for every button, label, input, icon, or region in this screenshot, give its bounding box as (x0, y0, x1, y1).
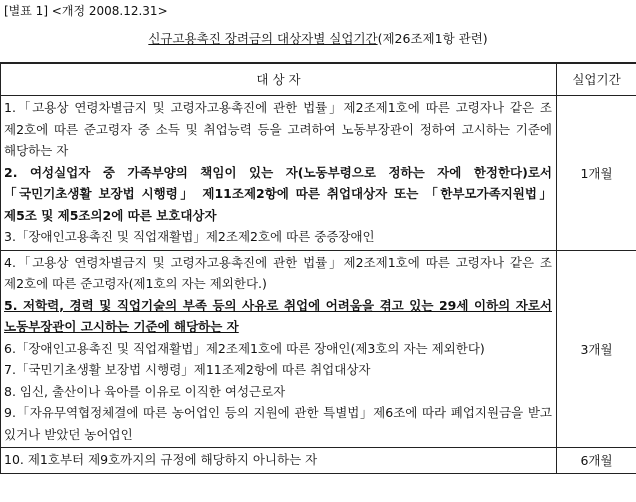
list-item: 8. 임신, 출산이나 육아를 이유로 이직한 여성근로자 (4, 383, 286, 399)
list-item: 9.「자유무역협정체결에 따른 농어업인 등의 지원에 관한 특별법」제6조에 따라 폐업지원금을 받고 있거나 받았던 농어업인 (4, 405, 552, 442)
list-item: 1.「고용상 연령차별금지 및 고령자고용촉진에 관한 법률」제2조제1호에 따른 고령자나 같은 조 제2호에 따른 준고령자 중 소득 및 취업능력 등을 고려하여 노동부장관이 정하여 고시하는 기준에 해당하는 자 (4, 100, 552, 158)
list-item: 6.「장애인고용촉진 및 직업재활법」제2조제1호에 따른 장애인(제3호의 자는 제외한다) (4, 340, 485, 356)
period-cell: 3개월 (557, 250, 636, 448)
list-item: 4.「고용상 연령차별금지 및 고령자고용촉진에 관한 법률」제2조제1호에 따른 고령자나 같은 조 제2호에 따른 준고령자(제1호의 자는 제외한다.) (4, 254, 552, 291)
period-cell: 6개월 (557, 448, 636, 474)
document-title-main: 신규고용촉진 장려금의 대상자별 실업기간 (148, 31, 378, 46)
table-row (1, 250, 636, 448)
period-cell: 1개월 (557, 96, 636, 251)
table-row (1, 448, 636, 474)
column-header-target: 대 상 자 (1, 63, 557, 96)
list-item: 3.「장애인고용촉진 및 직업재활법」제2조제2호에 따른 중증장애인 (4, 229, 375, 244)
document-title (0, 30, 636, 48)
column-header-period: 실업기간 (557, 63, 636, 96)
list-item: 10. 제1호부터 제9호까지의 규정에 해당하지 아니하는 자 (4, 452, 318, 467)
list-item: 5. 저학력, 경력 및 직업기술의 부족 등의 사유로 취업에 어려움을 겪고 있는 29세 이하의 자로서 노동부장관이 고시하는 기준에 해당하는 자 (4, 297, 552, 334)
list-item: 7.「국민기초생활 보장법 시행령」제11조제2항에 따른 취업대상자 (4, 362, 371, 377)
target-cell (1, 250, 557, 448)
document-title-sub: (제26조제1항 관련) (377, 31, 488, 46)
unemployment-period-table (0, 62, 636, 474)
table-header-row (1, 63, 636, 96)
table-row (1, 96, 636, 251)
target-cell (1, 448, 557, 474)
list-item: 2. 여성실업자 중 가족부양의 책임이 있는 자(노동부령으로 정하는 자에 한정한다)로서 「국민기초생활 보장법 시행령」 제11조제2항에 따른 취업대상자 또는 「한부모가족지원법」 제5조 및 제5조의2에 따른 보호대상자 (4, 164, 552, 223)
annex-header: [별표 1] <개정 2008.12.31> (4, 4, 168, 18)
target-cell (1, 96, 557, 251)
